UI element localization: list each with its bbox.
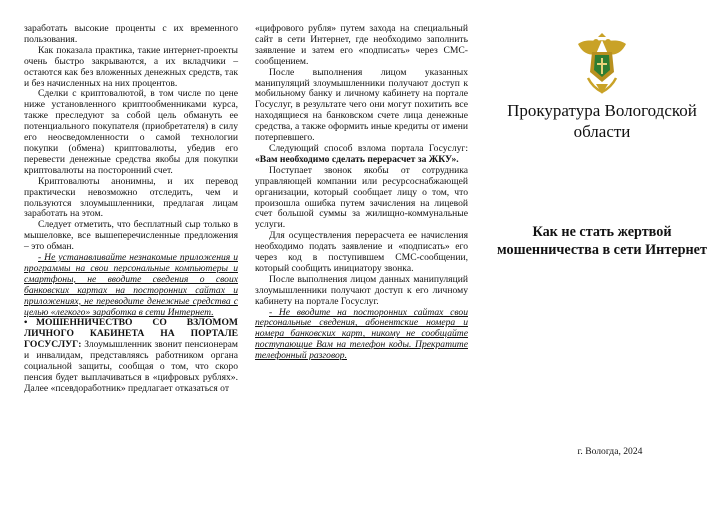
bullet-icon: • (24, 317, 28, 329)
prosecutor-emblem-icon (574, 32, 630, 96)
middle-text-column (255, 24, 468, 362)
place-and-year: г. Вологда, 2024 (577, 446, 643, 457)
paragraph (255, 144, 468, 166)
paragraph: Сделки с криптовалютой, в том числе по цене ниже установленного криптообменниками курса, также преследуют за собой цель обмануть ее потенциального покупателя (приобретателя) в силу его неосведомленности о самой технологии покупки (обмена) криптовалюты, убедив его перевести денежные средства якобы для покупки криптовалюты на посторонний счет. (24, 88, 238, 176)
section-text: Злоумышленник звонит пенсионерам и инвалидам, представляясь работником органа социальной защиты, сообщая о том, что скоро пенсия будет выплачиваться в «цифровых рублях». Далее «псевдоработник» предлагает отказаться от (24, 339, 238, 394)
paragraph: «цифрового рубля» путем захода на специальный сайт в сети Интернет, где необходимо заполнить заявление и затем его «подписать» через СМС-сообщением. (255, 23, 468, 67)
paragraph: Как показала практика, такие интернет-проекты очень быстро закрываются, а их вкладчики – остаются как без вложенных денежных средств, так и без начисленных на них процентов. (24, 44, 238, 89)
brochure-title: Как не стать жертвой мошенничества в сети Интернет (497, 224, 707, 258)
paragraph: заработать высокие проценты с их временного пользования. (24, 23, 238, 45)
warning-note: - Не вводите на посторонних сайтах свои персональные сведения, абонентские номера и номера банковских карт, никому не сообщайте поступающие Вам на телефон коды. Прекратите телефонный разговор. (255, 306, 468, 362)
paragraph-lead: Следующий способ взлома портала Госуслуг: (269, 142, 468, 154)
left-text-column (24, 24, 238, 395)
cover-panel (480, 0, 721, 510)
warning-note: - Не устанавливайте незнакомые приложения и программы на свои персональные компьютеры и смартфоны, не вводите сведения о своих банковских картах на посторонних сайтах и приложениях, не переводите денежные средства с целью «легкого» заработка в сети Интернет. (24, 252, 238, 318)
organization-name: Прокуратура Вологодской области (507, 101, 697, 141)
section-block (24, 318, 238, 394)
paragraph: Поступает звонок якобы от сотрудника управляющей компании или ресурсоснабжающей организации, который сообщает лицу о том, что произошла ошибка путем зачисления на лицевой счет большой суммы за жилищно-коммунальные услуги. (255, 164, 468, 231)
paragraph: Криптовалюты анонимны, и их перевод практически невозможно отследить, чем и пользуются злоумышленники, предлагая лицам заработать на этом. (24, 175, 238, 220)
paragraph: Для осуществления перерасчета ее начисления необходимо подать заявление и «подписать» его через код в поступившем СМС-сообщении, который сообщить инициатору звонка. (255, 230, 468, 274)
paragraph: После выполнения лицом указанных манипуляций злоумышленники получают доступ к мобильному банку и личному кабинету на портале Госуслуг, в результате чего они могут похитить все находящиеся на банковском счете лица денежные средства, а также оформить иные кредиты от имени потерпевшего. (255, 66, 468, 144)
paragraph: Следует отметить, что бесплатный сыр только в мышеловке, все вышеперечисленные предложения – это обман. (24, 219, 238, 253)
scam-phrase: «Вам необходимо сделать перерасчет за ЖКУ». (255, 153, 459, 165)
paragraph: После выполнения лицом данных манипуляций злоумышленники получают доступ к его личному кабинету на портале Госуслуг. (255, 273, 468, 307)
section-heading: МОШЕННИЧЕСТВО СО ВЗЛОМОМ ЛИЧНОГО КАБИНЕТА НА ПОРТАЛЕ ГОСУСЛУГ: (24, 317, 238, 351)
